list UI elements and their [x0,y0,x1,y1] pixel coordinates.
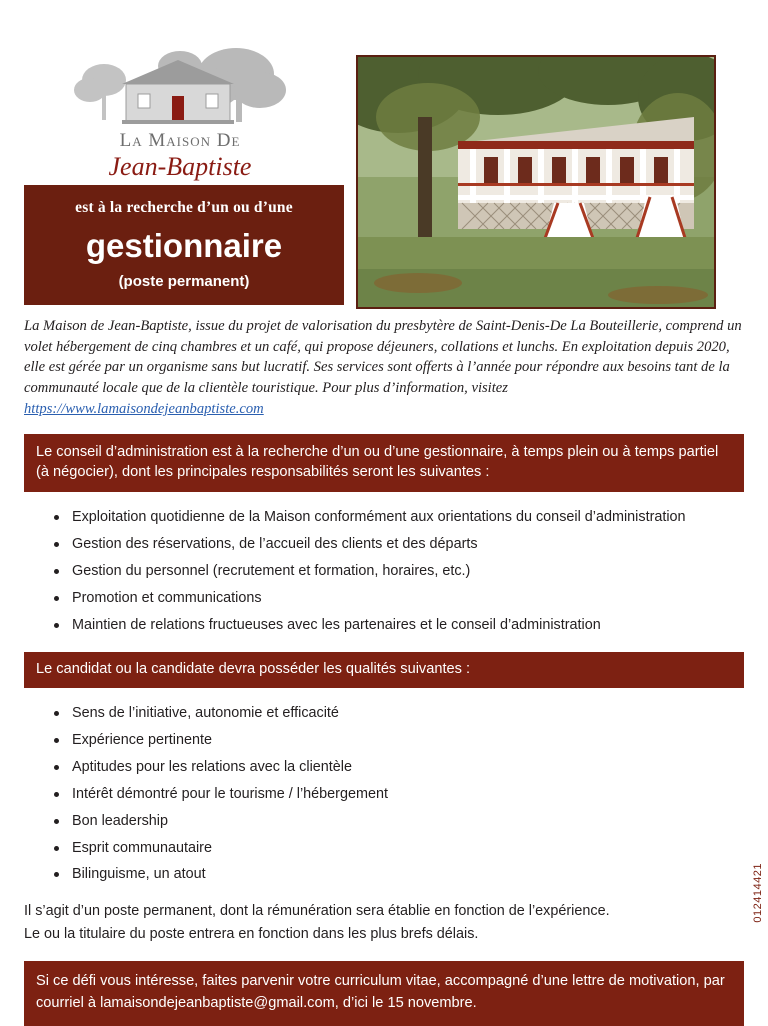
header [0,0,768,310]
qualities-list [24,700,744,888]
closing-line-2: Le ou la titulaire du poste entrera en fonction dans les plus brefs délais. [24,925,479,942]
list-item: Esprit communautaire [72,835,744,862]
logo-name-line1: La Maison De [119,130,241,151]
list-item: Bilinguisme, un atout [72,861,744,888]
headline-banner [24,185,344,305]
house-tree-logo-icon [60,44,300,130]
banner-job-title: gestionnaire [85,227,283,264]
list-item: Bon leadership [72,808,744,835]
banner-line-1: est à la recherche d’un ou d’une [75,199,293,216]
list-item: Promotion et communications [72,585,744,612]
intro-text: La Maison de Jean-Baptiste, issue du projet de valorisation du presbytère de Saint-Denis-De La Bouteillerie, comprend un volet hébergement de cinq chambres et un café, qui propose déjeuners, collations et lunchs. En exploitation depuis 2020, elle est gérée par un organisme sans but lucratif. Ses services sont offerts à l’année pour répondre aux besoins tant de la communauté locale que de la clientèle touristique. Pour plus d’information, visitez [24,318,742,397]
list-item: Expérience pertinente [72,727,744,754]
website-link[interactable]: https://www.lamaisondejeanbaptiste.com [24,400,264,417]
logo [60,44,300,184]
list-item: Intérêt démontré pour le tourisme / l’hébergement [72,781,744,808]
responsibilities-list [24,504,744,638]
list-item: Aptitudes pour les relations avec la clientèle [72,754,744,781]
call-to-action-bar: Si ce défi vous intéresse, faites parvenir votre curriculum vitae, accompagné d’une lettre de motivation, par courriel à lamaisondejeanbaptiste@gmail.com, d’ici le 15 novembre. [24,961,744,1026]
photo-illustration [358,57,714,307]
intro-paragraph [24,316,744,420]
qualities-heading: Le candidat ou la candidate devra posséder les qualités suivantes : [24,652,744,688]
closing-line-1: Il s’agit d’un poste permanent, dont la rémunération sera établie en fonction de l’expérience. [24,903,610,920]
list-item: Gestion des réservations, de l’accueil des clients et des départs [72,531,744,558]
reference-code: 012414421 [752,863,764,923]
building-photo [356,55,716,309]
responsibilities-heading: Le conseil d’administration est à la recherche d’un ou d’une gestionnaire, à temps plein ou à temps partiel (à négocier), dont les principales responsabilités seront les suivantes : [24,434,744,492]
list-item: Exploitation quotidienne de la Maison conformément aux orientations du conseil d’administration [72,504,744,531]
list-item: Gestion du personnel (recrutement et formation, horaires, etc.) [72,558,744,585]
list-item: Maintien de relations fructueuses avec les partenaires et le conseil d’administration [72,612,744,639]
list-item: Sens de l’initiative, autonomie et efficacité [72,700,744,727]
logo-name-line2: Jean-Baptiste [108,152,252,181]
closing-paragraph [24,900,744,945]
banner-job-type: (poste permanent) [118,273,250,290]
